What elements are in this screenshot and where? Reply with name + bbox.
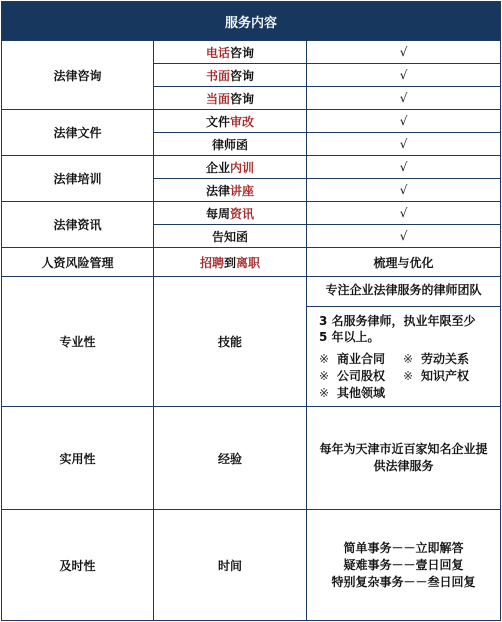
team-title: 专注企业法律服务的律师团队 [307,277,500,307]
item-notice-letter: 告知函 [154,225,307,248]
value-review-optimize: 梳理与优化 [307,248,501,277]
category-legal-training: 法律培训 [2,156,154,202]
category-legal-consult: 法律咨询 [2,41,154,110]
item-lawyer-letter: 律师函 [154,133,307,156]
check-mark: √ [307,41,501,64]
practice-area: ※ 其他领域 [319,386,386,400]
category-professional: 专业性 [2,277,154,407]
check-mark: √ [307,156,501,179]
practice-area: ※ 知识产权 [403,369,470,383]
item-legal-lecture: 法律讲座 [154,179,307,202]
reference-mark-icon: ※ [403,352,414,366]
item-weekly-news: 每周资讯 [154,202,307,225]
item-hiring-to-leaving: 招聘到离职 [154,248,307,277]
team-description: 3 名服务律师，执业年限至少 5 年以上。 [319,314,476,344]
response-simple: 简单事务－－立即解答 [343,540,464,555]
check-mark: √ [307,179,501,202]
category-timeliness: 及时性 [2,510,154,621]
reference-mark-icon: ※ [319,369,330,383]
category-hr-risk: 人资风险管理 [2,248,154,277]
check-mark: √ [307,110,501,133]
response-complex: 特别复杂事务－－叁日回复 [331,574,476,589]
check-mark: √ [307,225,501,248]
professional-details [307,277,501,407]
response-difficult: 疑难事务－－壹日回复 [343,557,464,572]
response-times [307,510,501,621]
practice-area: ※ 公司股权 [319,369,386,383]
item-internal-training: 企业内训 [154,156,307,179]
table-header: 服务内容 [2,2,501,41]
category-practical: 实用性 [2,407,154,510]
item-phone-consult: 电话咨询 [154,41,307,64]
check-mark: √ [307,133,501,156]
check-mark: √ [307,202,501,225]
item-skills: 技能 [154,277,307,407]
practice-area: ※ 商业合同 [319,352,386,366]
check-mark: √ [307,64,501,87]
item-written-consult: 书面咨询 [154,64,307,87]
service-table [1,1,501,621]
category-legal-documents: 法律文件 [2,110,154,156]
check-mark: √ [307,87,501,110]
practice-areas [311,349,496,406]
reference-mark-icon: ※ [319,352,330,366]
item-time: 时间 [154,510,307,621]
category-legal-news: 法律资讯 [2,202,154,248]
value-experience: 每年为天津市近百家知名企业提供法律服务 [307,407,501,510]
item-inperson-consult: 当面咨询 [154,87,307,110]
reference-mark-icon: ※ [403,369,414,383]
item-experience: 经验 [154,407,307,510]
item-document-review: 文件审改 [154,110,307,133]
practice-area: ※ 劳动关系 [403,352,470,366]
reference-mark-icon: ※ [319,386,330,400]
